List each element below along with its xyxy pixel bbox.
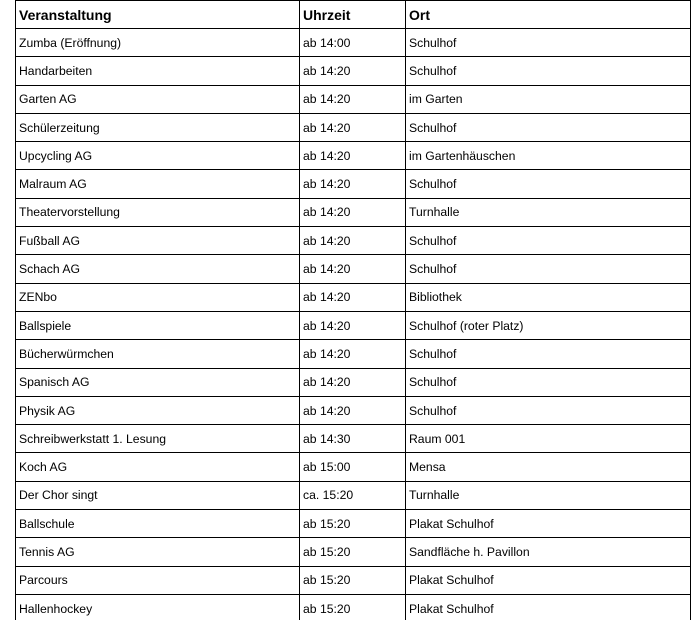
event-location: Schulhof [406,57,691,85]
event-name: Theatervorstellung [16,198,300,226]
table-row [16,538,691,566]
table-row [16,170,691,198]
event-name: Der Chor singt [16,481,300,509]
event-location: Turnhalle [406,481,691,509]
event-time: ca. 15:20 [300,481,406,509]
event-name: Hallenhockey [16,594,300,620]
table-row [16,481,691,509]
event-name: Physik AG [16,396,300,424]
table-row [16,566,691,594]
table-row [16,283,691,311]
header-row [16,1,691,29]
event-name: Schülerzeitung [16,113,300,141]
event-time: ab 14:20 [300,340,406,368]
table-row [16,227,691,255]
event-location: Plakat Schulhof [406,510,691,538]
table-row [16,29,691,57]
table-row [16,311,691,339]
event-time: ab 14:20 [300,57,406,85]
table-row [16,85,691,113]
event-name: Bücherwürmchen [16,340,300,368]
event-location: Mensa [406,453,691,481]
event-location: Schulhof [406,170,691,198]
event-name: Koch AG [16,453,300,481]
event-location: Schulhof [406,340,691,368]
table-row [16,340,691,368]
event-name: Schreibwerkstatt 1. Lesung [16,425,300,453]
event-name: Zumba (Eröffnung) [16,29,300,57]
event-time: ab 15:20 [300,594,406,620]
event-location: Sandfläche h. Pavillon [406,538,691,566]
event-time: ab 14:20 [300,85,406,113]
table-row [16,396,691,424]
table-row [16,255,691,283]
event-location: Schulhof [406,113,691,141]
event-location: im Garten [406,85,691,113]
event-name: Spanisch AG [16,368,300,396]
event-location: im Gartenhäuschen [406,142,691,170]
event-location: Turnhalle [406,198,691,226]
event-time: ab 14:20 [300,396,406,424]
event-time: ab 15:20 [300,566,406,594]
event-time: ab 14:00 [300,29,406,57]
event-location: Schulhof [406,255,691,283]
event-time: ab 14:20 [300,142,406,170]
event-name: Upcycling AG [16,142,300,170]
table-row [16,453,691,481]
event-location: Raum 001 [406,425,691,453]
event-location: Schulhof (roter Platz) [406,311,691,339]
event-name: Tennis AG [16,538,300,566]
event-time: ab 14:20 [300,170,406,198]
table-row [16,510,691,538]
event-location: Schulhof [406,396,691,424]
event-time: ab 14:20 [300,227,406,255]
table-row [16,113,691,141]
event-location: Schulhof [406,29,691,57]
table-row [16,198,691,226]
table-row [16,368,691,396]
event-time: ab 14:20 [300,311,406,339]
table-row [16,142,691,170]
header-veranstaltung: Veranstaltung [16,1,300,29]
event-location: Schulhof [406,227,691,255]
event-time: ab 14:30 [300,425,406,453]
event-time: ab 15:00 [300,453,406,481]
event-time: ab 14:20 [300,368,406,396]
event-location: Schulhof [406,368,691,396]
event-name: Ballschule [16,510,300,538]
event-name: Fußball AG [16,227,300,255]
schedule-table [15,0,691,620]
event-name: Ballspiele [16,311,300,339]
event-name: Garten AG [16,85,300,113]
event-name: Parcours [16,566,300,594]
event-location: Plakat Schulhof [406,566,691,594]
event-time: ab 15:20 [300,510,406,538]
event-time: ab 15:20 [300,538,406,566]
event-time: ab 14:20 [300,113,406,141]
table-row [16,594,691,620]
event-name: ZENbo [16,283,300,311]
event-time: ab 14:20 [300,255,406,283]
table-row [16,425,691,453]
event-location: Plakat Schulhof [406,594,691,620]
header-ort: Ort [406,1,691,29]
event-name: Malraum AG [16,170,300,198]
schedule-rows [16,29,691,620]
table-row [16,57,691,85]
event-time: ab 14:20 [300,283,406,311]
header-uhrzeit: Uhrzeit [300,1,406,29]
schedule-sheet [15,0,690,620]
event-name: Schach AG [16,255,300,283]
event-location: Bibliothek [406,283,691,311]
event-time: ab 14:20 [300,198,406,226]
event-name: Handarbeiten [16,57,300,85]
